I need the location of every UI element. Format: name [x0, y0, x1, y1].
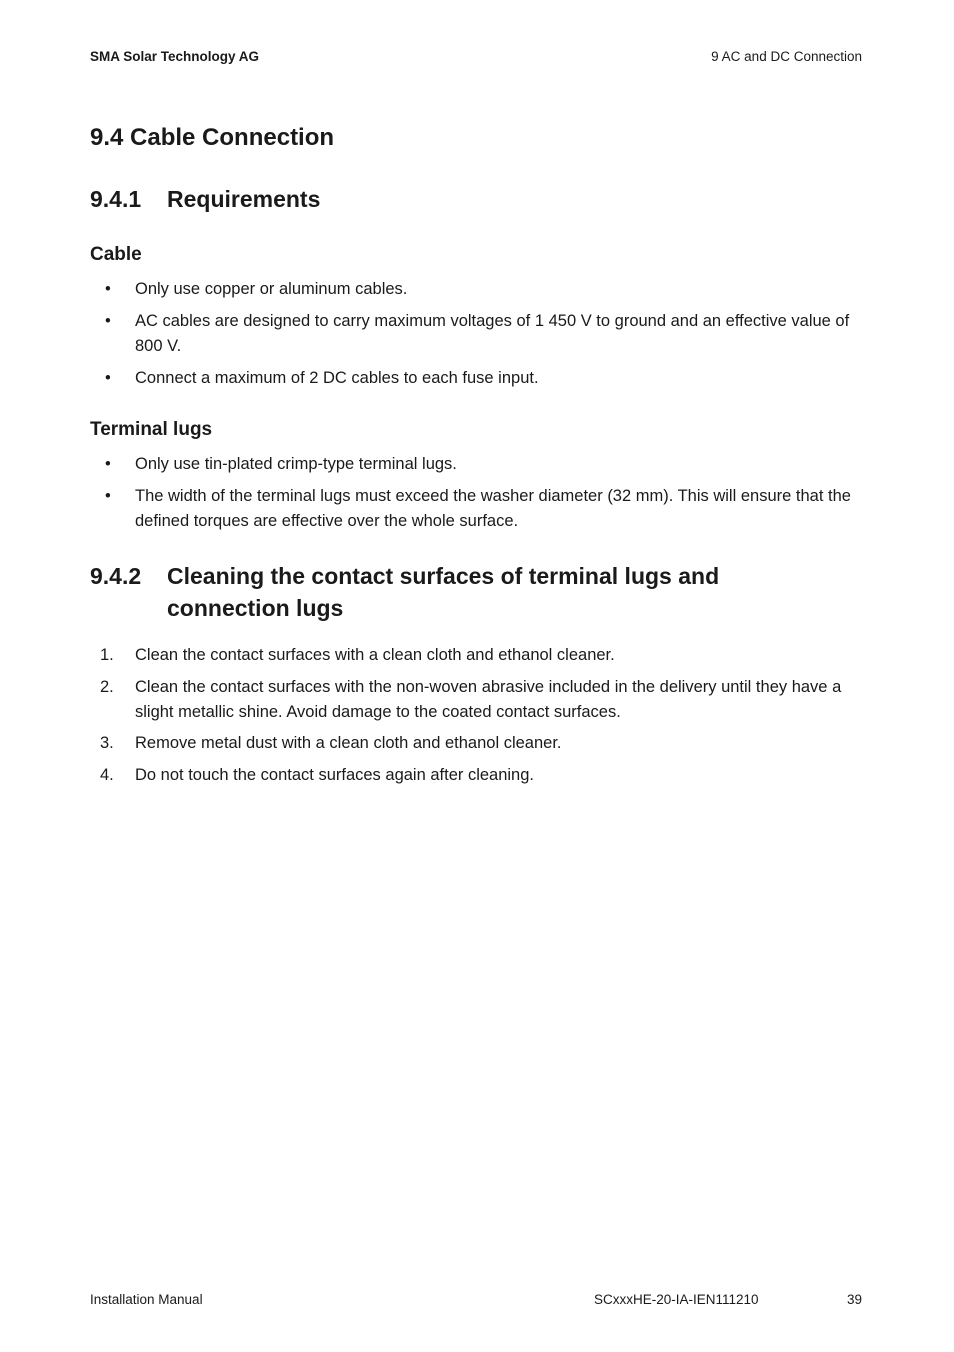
bullet-marker: •	[105, 455, 111, 473]
list-item	[90, 643, 864, 668]
header-chapter: 9 AC and DC Connection	[711, 49, 862, 64]
subsection-title: Requirements	[167, 186, 321, 212]
list-item	[90, 731, 864, 756]
step-text: Clean the contact surfaces with a clean cloth and ethanol cleaner.	[135, 646, 615, 664]
list-item-text: Only use copper or aluminum cables.	[135, 280, 408, 298]
step-text: Remove metal dust with a clean cloth and ethanol cleaner.	[135, 734, 562, 752]
subsection-number: 9.4.2	[90, 563, 142, 589]
step-number: 4.	[100, 766, 114, 784]
subsection-title-line2: connection lugs	[167, 595, 344, 621]
subsection-cleaning-heading	[90, 560, 719, 624]
bullet-marker: •	[105, 369, 111, 387]
list-item-text: Connect a maximum of 2 DC cables to each fuse input.	[135, 369, 539, 387]
terminal-lugs-heading: Terminal lugs	[90, 419, 213, 440]
list-item-text: AC cables are designed to carry maximum voltages of 1 450 V to ground and an effective value of 800 V.	[135, 312, 850, 355]
bullet-marker: •	[105, 312, 111, 330]
bullet-marker: •	[105, 280, 111, 298]
step-text: Do not touch the contact surfaces again after cleaning.	[135, 766, 534, 784]
subsection-title-line1: Cleaning the contact surfaces of terminal lugs and	[167, 563, 720, 589]
subsection-requirements-heading	[90, 183, 320, 215]
list-item	[90, 763, 864, 788]
list-item	[90, 366, 864, 391]
footer-doc-code: SCxxxHE-20-IA-IEN111210	[594, 1292, 759, 1307]
bullet-marker: •	[105, 487, 111, 505]
list-item	[90, 309, 864, 359]
footer-page-number: 39	[846, 1292, 862, 1307]
list-item	[90, 277, 864, 302]
subsection-number: 9.4.1	[90, 186, 142, 212]
cable-heading: Cable	[90, 244, 142, 265]
list-item-text: Only use tin-plated crimp-type terminal lugs.	[135, 455, 457, 473]
step-number: 1.	[100, 646, 114, 664]
step-text: Clean the contact surfaces with the non-woven abrasive included in the delivery until they have a slight metallic shine. Avoid damage to the coated contact surfaces.	[135, 678, 842, 721]
header-company: SMA Solar Technology AG	[90, 49, 260, 64]
footer-doc-type: Installation Manual	[90, 1292, 203, 1307]
section-title: 9.4 Cable Connection	[90, 124, 335, 151]
step-number: 2.	[100, 678, 114, 696]
list-item	[90, 675, 864, 725]
list-item-text: The width of the terminal lugs must exceed the washer diameter (32 mm). This will ensure that the defined torques are effective over the whole surface.	[135, 487, 851, 530]
list-item	[90, 484, 864, 534]
step-number: 3.	[100, 734, 114, 752]
list-item	[90, 452, 864, 477]
